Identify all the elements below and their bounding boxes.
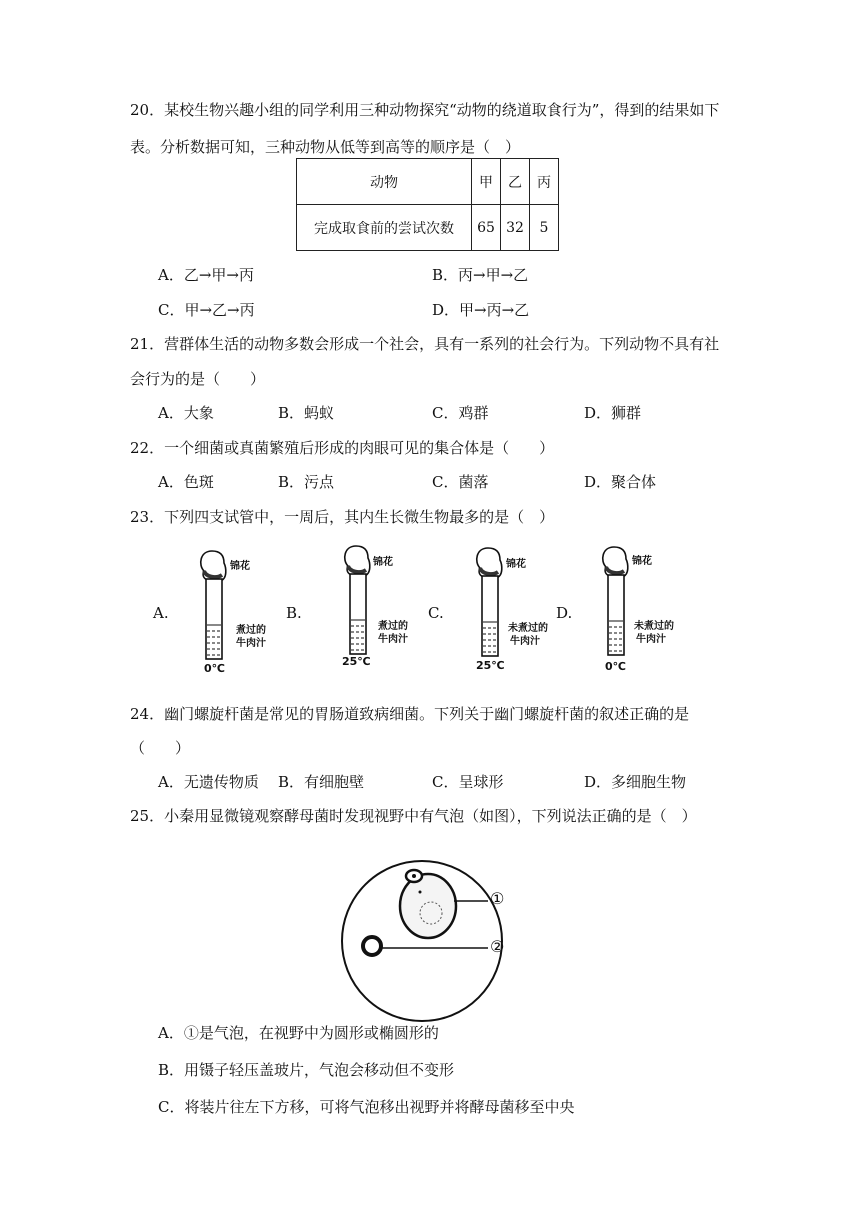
tube-b-liquid-label-2: 牛肉汁 [378, 634, 408, 645]
q21-stem-line2: 会行为的是（ ） [130, 370, 266, 388]
tube-d-temperature: 0℃ [605, 660, 626, 673]
tube-a-liquid-label-1: 煮过的 [236, 625, 266, 636]
q21-option-a: A．大象 [158, 404, 214, 422]
q24-option-b: B．有细胞壁 [278, 773, 365, 791]
table-cell-jia: 65 [472, 205, 501, 251]
tube-a-liquid-label-2: 牛肉汁 [236, 638, 266, 649]
q22-option-b: B．污点 [278, 473, 335, 491]
q21-option-b: B．蚂蚁 [278, 404, 335, 422]
tube-c-liquid-label-2: 牛肉汁 [510, 636, 540, 647]
q24-option-c: C．呈球形 [432, 773, 504, 791]
q20-option-d: D．甲→丙→乙 [432, 301, 530, 319]
q24-stem-line2: （ ） [130, 739, 191, 757]
table-header-jia: 甲 [472, 159, 501, 205]
table-header-animal: 动物 [297, 159, 472, 205]
tube-c-cotton-label: 锦花 [506, 559, 526, 570]
q21-option-c: C．鸡群 [432, 404, 489, 422]
q24-option-a: A．无遗传物质 [158, 773, 259, 791]
q21-stem-line1: 21．营群体生活的动物多数会形成一个社会，具有一系列的社会行为。下列动物不具有社 [130, 335, 720, 353]
q23-stem: 23．下列四支试管中，一周后，其内生长微生物最多的是（ ） [130, 508, 555, 526]
tube-a-letter: A. [153, 604, 169, 622]
q20-option-a: A．乙→甲→丙 [158, 266, 254, 284]
q25-stem: 25．小秦用显微镜观察酵母菌时发现视野中有气泡（如图），下列说法正确的是（ ） [130, 807, 697, 825]
table-header-bing: 丙 [530, 159, 559, 205]
tube-a-temperature: 0℃ [204, 662, 225, 675]
tube-d-liquid-label-1: 未煮过的 [634, 621, 674, 632]
tube-d-cotton-label: 锦花 [632, 556, 652, 567]
q20-data-table [296, 158, 559, 251]
q25-option-b: B．用镊子轻压盖玻片，气泡会移动但不变形 [158, 1061, 455, 1079]
label-marker-1: ① [490, 889, 505, 908]
tube-b-letter: B. [286, 604, 302, 622]
q24-stem-line1: 24．幽门螺旋杆菌是常见的胃肠道致病细菌。下列关于幽门螺旋杆菌的叙述正确的是 [130, 705, 690, 723]
q20-option-b: B．丙→甲→乙 [432, 266, 529, 284]
q22-option-d: D．聚合体 [584, 473, 657, 491]
tube-c-temperature: 25℃ [476, 659, 505, 672]
q22-stem: 22．一个细菌或真菌繁殖后形成的肉眼可见的集合体是（ ） [130, 439, 555, 457]
q22-option-a: A．色斑 [158, 473, 214, 491]
tube-d-letter: D. [556, 604, 573, 622]
label-marker-2: ② [490, 937, 505, 956]
table-cell-yi: 32 [501, 205, 530, 251]
q22-option-c: C．菌落 [432, 473, 489, 491]
tube-a-cotton-label: 锦花 [230, 561, 250, 572]
table-header-yi: 乙 [501, 159, 530, 205]
q25-option-c: C．将装片往左下方移，可将气泡移出视野并将酵母菌移至中央 [158, 1098, 575, 1116]
tube-c-liquid-label-1: 未煮过的 [508, 623, 548, 634]
q24-option-d: D．多细胞生物 [584, 773, 687, 791]
q25-option-a: A．①是气泡，在视野中为圆形或椭圆形的 [158, 1024, 439, 1042]
table-row-label: 完成取食前的尝试次数 [297, 205, 472, 251]
microscope-field-diagram [336, 858, 536, 1028]
q21-option-d: D．狮群 [584, 404, 642, 422]
q20-option-c: C．甲→乙→丙 [158, 301, 255, 319]
tube-b-liquid-label-1: 煮过的 [378, 621, 408, 632]
table-cell-bing: 5 [530, 205, 559, 251]
tube-b-cotton-label: 锦花 [373, 557, 393, 568]
tube-b-temperature: 25℃ [342, 655, 371, 668]
q20-stem-line2: 表。分析数据可知，三种动物从低等到高等的顺序是（ ） [130, 138, 521, 156]
tube-c-letter: C. [428, 604, 444, 622]
tube-d-liquid-label-2: 牛肉汁 [636, 634, 666, 645]
q20-stem-line1: 20．某校生物兴趣小组的同学利用三种动物探究“动物的绕道取食行为”，得到的结果如下 [130, 101, 720, 119]
